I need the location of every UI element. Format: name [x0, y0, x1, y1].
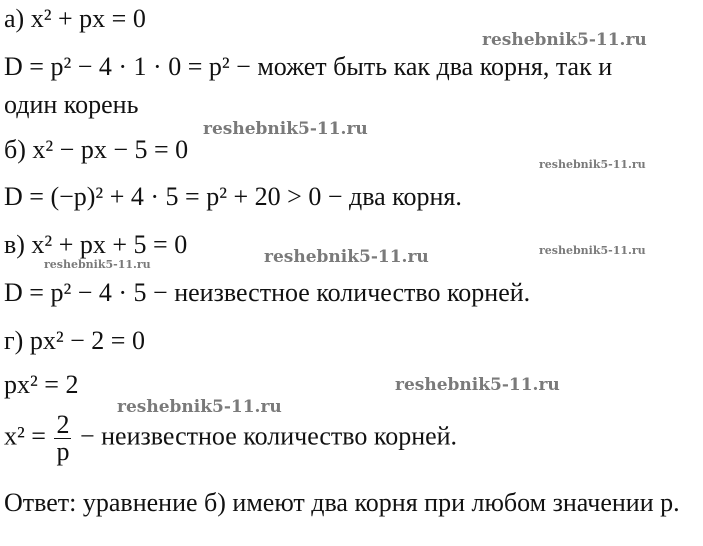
fraction — [54, 412, 71, 465]
watermark: reshebnik5-11.ru — [395, 375, 560, 395]
answer-line: Ответ: уравнение б) имеют два корня при любом значении p. — [4, 488, 680, 517]
line-a-conclusion: один корень — [4, 90, 139, 119]
line-g-solution — [4, 412, 457, 465]
line-a-discriminant: D = p² − 4 · 1 · 0 = p² − может быть как два корня, так и — [4, 52, 613, 81]
watermark: reshebnik5-11.ru — [117, 397, 282, 417]
watermark: reshebnik5-11.ru — [482, 30, 647, 50]
line-g-step: px² = 2 — [4, 370, 79, 399]
watermark: reshebnik5-11.ru — [264, 247, 429, 267]
watermark: reshebnik5-11.ru — [539, 158, 646, 171]
fraction-denominator: p — [56, 437, 70, 466]
fraction-numerator: 2 — [56, 410, 70, 439]
line-v-equation: в) x² + px + 5 = 0 — [4, 230, 188, 259]
line-g-equation: г) px² − 2 = 0 — [4, 326, 145, 355]
line-a-equation: а) x² + px = 0 — [4, 4, 146, 33]
watermark: reshebnik5-11.ru — [44, 258, 151, 271]
solution-left: x² = — [4, 421, 46, 451]
watermark: reshebnik5-11.ru — [539, 244, 646, 257]
solution-right: − неизвестное количество корней. — [79, 421, 458, 451]
watermark: reshebnik5-11.ru — [203, 119, 368, 139]
line-v-discriminant: D = p² − 4 · 5 − неизвестное количество корней. — [4, 278, 531, 307]
line-b-equation: б) x² − px − 5 = 0 — [4, 135, 189, 164]
line-b-discriminant: D = (−p)² + 4 · 5 = p² + 20 > 0 − два корня. — [4, 182, 462, 211]
